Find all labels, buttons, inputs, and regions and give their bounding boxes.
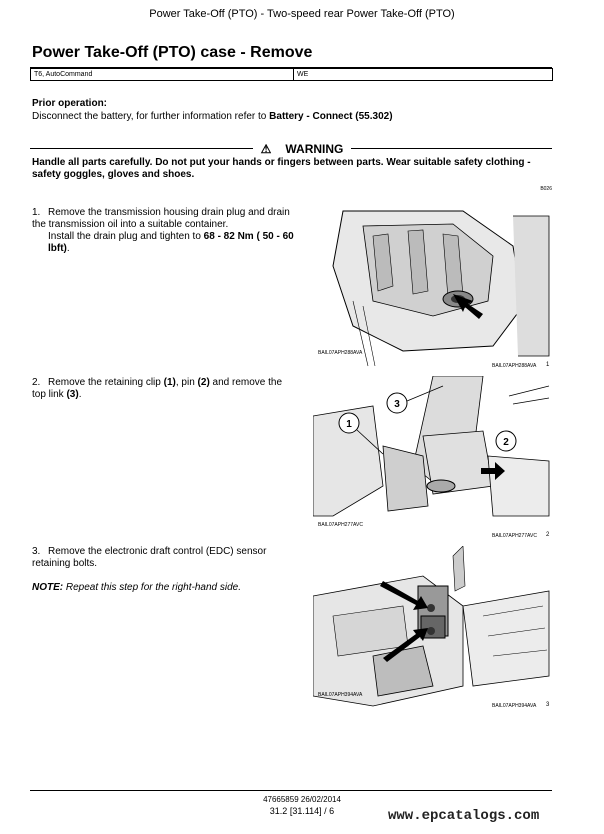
footer-page: 31.2 [31.114] / 6 xyxy=(269,806,335,816)
step-text-part: and remove the top link xyxy=(32,377,283,400)
step-3 xyxy=(32,546,297,594)
step-torque-text xyxy=(32,231,297,255)
warning-text: Handle all parts carefully. Do not put your hands or fingers between parts. Wear suitable safety clothing - safety goggles, gloves and shoes. xyxy=(32,157,531,180)
ref-top-link: (3) xyxy=(66,389,79,400)
applicability-box xyxy=(30,68,553,81)
warning-code: B026 xyxy=(540,186,552,192)
torque-value: 68 - 82 Nm ( 50 - 60 lbft) xyxy=(48,231,294,254)
step-text: Remove the electronic draft control (EDC) sensor retaining bolts. xyxy=(32,546,267,569)
callout-2: 2 xyxy=(503,437,509,448)
figure-3-number: 3 xyxy=(546,702,550,708)
warning-label: WARNING xyxy=(285,142,344,156)
model-applicability: T6, AutoCommand xyxy=(31,69,294,80)
torque-suffix: . xyxy=(66,243,70,254)
step-text: Remove the transmission housing drain plug and drain the transmission oil into a suitable container. xyxy=(32,207,290,230)
figure-2-inner-code: BAIL07APH277AVC xyxy=(318,522,363,528)
step-2 xyxy=(32,377,297,401)
prior-operation-heading: Prior operation: xyxy=(32,98,108,109)
torque-prefix: Install the drain plug and tighten to xyxy=(48,231,204,242)
running-header: Power Take-Off (PTO) - Two-speed rear Power Take-Off (PTO) xyxy=(149,8,455,20)
prior-operation-reference: Battery - Connect (55.302) xyxy=(269,111,393,122)
prior-operation-prefix: Disconnect the battery, for further information refer to xyxy=(32,111,270,122)
figure-3-edc-sensor xyxy=(313,546,551,708)
region-applicability: WE xyxy=(297,71,309,78)
watermark-link[interactable]: www.epcatalogs.com xyxy=(388,808,540,824)
prior-operation-text xyxy=(32,110,393,123)
note-label: NOTE: xyxy=(32,582,64,593)
step-note xyxy=(32,582,297,594)
callout-3: 3 xyxy=(394,399,400,410)
note-text: Repeat this step for the right-hand side. xyxy=(63,582,241,593)
prior-operation xyxy=(32,97,393,123)
figure-2-number: 2 xyxy=(546,532,550,538)
step-number: 3. xyxy=(32,546,41,557)
figure-2-top-link xyxy=(313,376,551,538)
figure-3-inner-code: BAIL07APH394AVA xyxy=(318,692,363,698)
step-1 xyxy=(32,207,297,255)
footer-doc-date: 47665859 26/02/2014 xyxy=(263,795,341,804)
step-number: 2. xyxy=(32,377,41,388)
footer-divider xyxy=(30,790,552,791)
ref-retaining-clip: (1) xyxy=(163,377,176,388)
page-title: Power Take-Off (PTO) case - Remove xyxy=(32,44,313,61)
ref-pin: (2) xyxy=(197,377,210,388)
step-text-part: , pin xyxy=(175,377,198,388)
figure-2-code: BAIL07APH277AVC xyxy=(492,533,537,539)
warning-triangle-icon: ⚠ xyxy=(260,142,272,156)
callout-1: 1 xyxy=(346,419,352,430)
figure-1-inner-code: BAIL07APH288AVA xyxy=(318,350,363,356)
figure-3-code: BAIL07APH394AVA xyxy=(492,703,537,709)
warning-header xyxy=(0,142,604,156)
figure-1-drain-plug xyxy=(313,206,551,368)
figure-1-number: 1 xyxy=(546,362,550,368)
step-text-part: Remove the retaining clip xyxy=(48,377,164,388)
step-number: 1. xyxy=(32,207,41,218)
step-text-part: . xyxy=(78,389,82,400)
figure-1-code: BAIL07APH288AVA xyxy=(492,363,537,369)
